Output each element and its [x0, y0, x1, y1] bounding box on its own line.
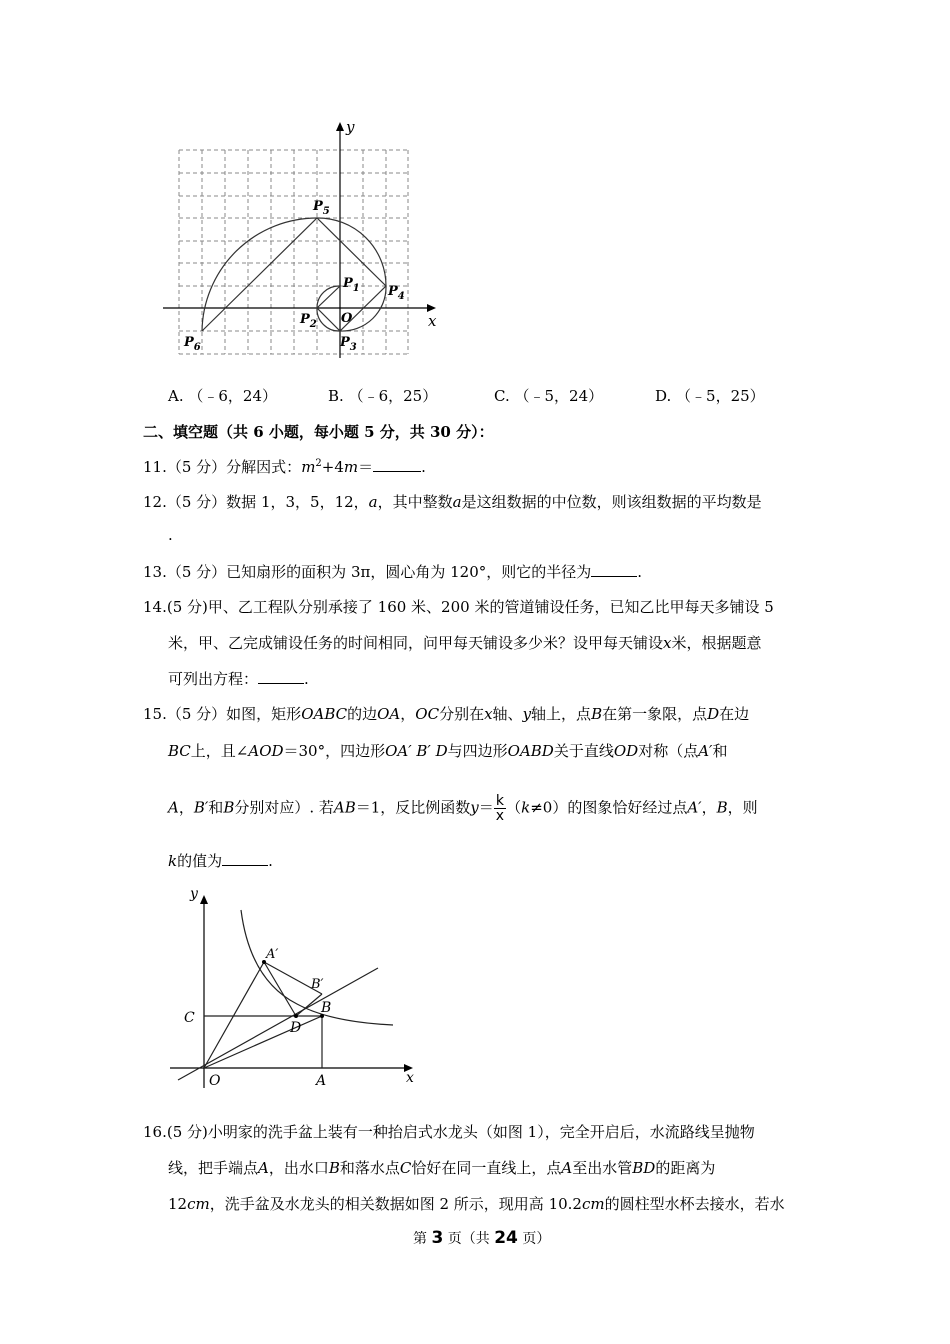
question-14-line2: 米，甲、乙完成铺设任务的时间相同，问甲每天铺设多少米？设甲每天铺设x米，根据题意	[168, 634, 762, 652]
question-15-line1: 15.（5 分）如图，矩形OABC的边OA，OC分别在x轴、y轴上，点B在第一象限，点D在边	[143, 705, 750, 723]
label-ap: A′	[266, 947, 279, 962]
point-d	[294, 1014, 298, 1018]
question-14-line3: 可列出方程： .	[168, 670, 309, 688]
rectangle-and-lines	[178, 962, 378, 1080]
total-pages: 24	[494, 1228, 518, 1248]
label-p2: $P_2$	[300, 312, 317, 330]
figure-rectangle-hyperbola	[160, 880, 430, 1095]
answer-blank	[373, 456, 421, 472]
x-axis-arrow	[427, 304, 436, 312]
label-p3: $P_3$	[340, 335, 357, 353]
choice-c: C. （﹣5，24）	[494, 387, 604, 405]
label-bp: B′	[311, 977, 324, 992]
label-p5: $P_5$	[313, 199, 330, 217]
answer-blank	[591, 561, 637, 577]
label-c: C	[184, 1010, 195, 1026]
label-p4: $P_4$	[388, 284, 405, 302]
question-16-line1: 16.(5 分)小明家的洗手盆上装有一种抬启式水龙头（如图 1），完全开启后，水流路线呈抛物	[143, 1123, 755, 1141]
question-13: 13.（5 分）已知扇形的面积为 3π，圆心角为 120°，则它的半径为 .	[143, 563, 643, 581]
question-14-line1: 14.(5 分)甲、乙工程队分别承接了 160 米、200 米的管道铺设任务，已知乙比甲每天多铺设 5	[143, 598, 774, 616]
x-axis-label: x	[406, 1070, 414, 1086]
y-axis-arrow	[336, 122, 344, 131]
question-12-line1: 12.（5 分）数据 1，3，5，12，a，其中整数a是这组数据的中位数，则该组数据的平均数是	[143, 493, 762, 511]
y-axis-label: y	[346, 118, 355, 136]
question-15-line2: BC上，且∠AOD＝30°，四边形OA′ B′ D与四边形OABD关于直线OD对称（点A′和	[168, 742, 728, 760]
axes	[170, 900, 408, 1088]
question-15-line3: A，B′和B分别对应）. 若AB＝1，反比例函数y＝ $\frac{k}{x}$ （k≠0）的图象恰好经过点A′，B，则	[168, 793, 758, 824]
label-b: B	[321, 1000, 332, 1016]
y-axis-label: y	[190, 886, 198, 902]
label-a: A	[316, 1073, 327, 1089]
dashed-grid	[179, 150, 408, 354]
question-16-line3: 12cm，洗手盆及水龙头的相关数据如图 2 所示，现用高 10.2cm的圆柱型水杯去接水，若水	[168, 1195, 785, 1213]
page-footer: 第 3 页（共 24 页）	[413, 1228, 551, 1248]
current-page: 3	[431, 1228, 444, 1248]
y-axis-arrow	[200, 895, 208, 904]
x-axis-label: x	[428, 312, 437, 330]
section-heading: 二、填空题（共 6 小题，每小题 5 分，共 30 分）：	[143, 423, 494, 441]
choice-a: A. （﹣6，24）	[168, 387, 278, 405]
figure-spiral-grid	[150, 110, 450, 360]
question-16-line2: 线，把手端点A，出水口B和落水点C恰好在同一直线上，点A至出水管BD的距离为	[168, 1159, 716, 1177]
origin-label: O	[341, 311, 353, 326]
fraction-k-over-x: $\frac{k}{x}$	[495, 793, 505, 824]
choice-d: D. （﹣5，25）	[655, 387, 765, 405]
answer-blank	[222, 850, 268, 866]
question-11: 11.（5 分）分解因式：$m^2+4m=$ .	[143, 458, 426, 476]
question-15-line4: k的值为 .	[168, 852, 273, 870]
label-p6: $P_6$	[184, 335, 201, 353]
label-o: O	[209, 1073, 221, 1089]
question-12-line2: .	[168, 526, 173, 544]
label-p1: $P_1$	[343, 276, 360, 294]
label-d: D	[290, 1020, 302, 1036]
choice-b: B. （﹣6，25）	[328, 387, 438, 405]
axes	[163, 126, 432, 358]
hyperbola	[241, 910, 393, 1025]
answer-blank	[258, 668, 304, 684]
